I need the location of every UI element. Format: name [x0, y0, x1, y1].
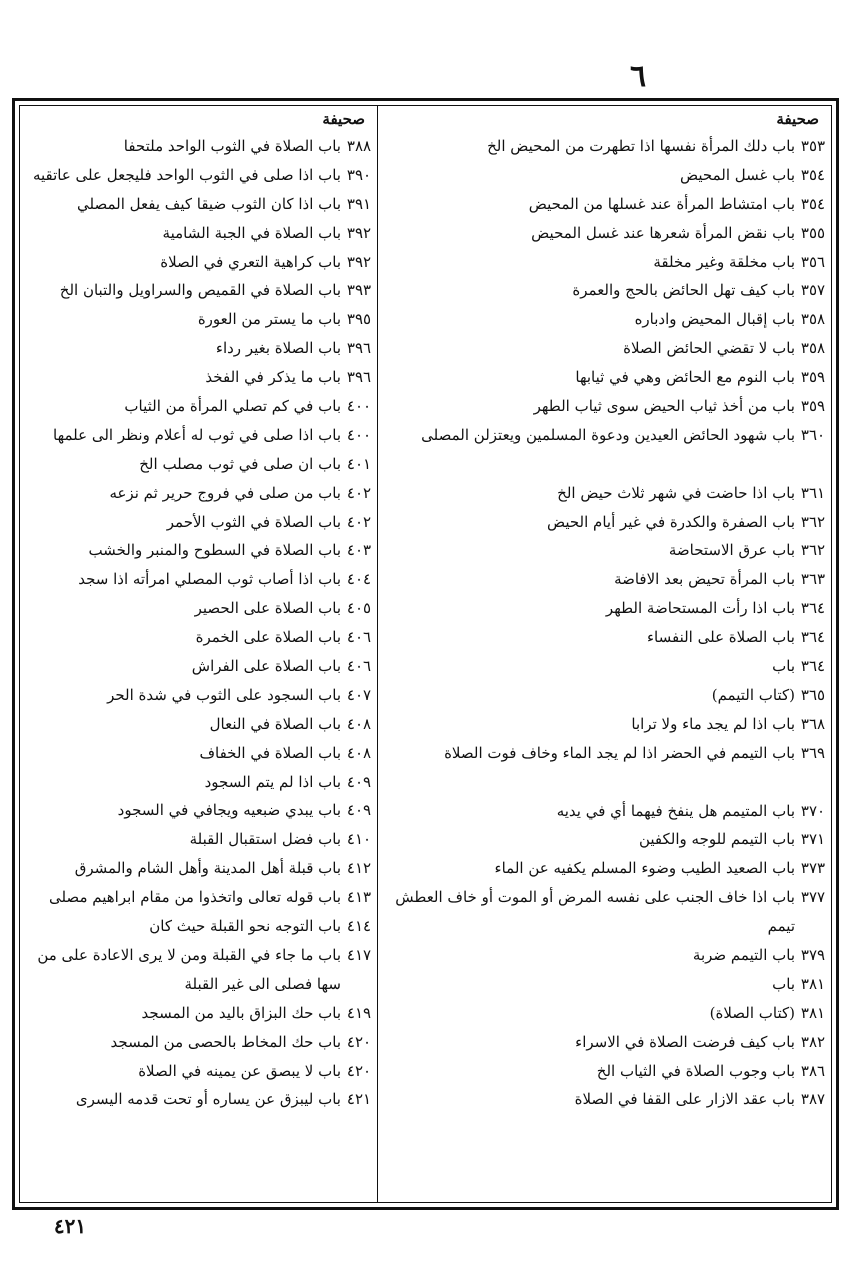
entry-title: باب اذا أصاب ثوب المصلي امرأته اذا سجد: [78, 570, 341, 589]
entry-page-number: ٣٦٤: [800, 599, 826, 618]
entry-page-number: ٤٢٠: [346, 1032, 372, 1051]
entry-title: باب الصلاة في السطوح والمنبر والخشب: [88, 541, 341, 560]
entry-page-number: ٣٧٩: [800, 945, 826, 964]
entry-title: باب الصلاة في الثوب الواحد ملتحفا: [123, 137, 341, 155]
right-entry-list: [379, 132, 831, 1114]
toc-entry: [379, 883, 831, 941]
entry-page-number: ٣٦٠: [800, 425, 826, 444]
toc-entry: [379, 508, 831, 537]
entry-page-number: ٤٠٧: [346, 685, 372, 704]
entry-title: باب الصلاة في الثوب الأحمر: [166, 512, 341, 531]
entry-page-number: ٣٧٠: [800, 801, 826, 820]
entry-page-number: ٤٠٢: [346, 512, 372, 531]
entry-title: باب ما جاء في القبلة ومن لا يرى الاعادة على من سها فصلى الى غير القبلة: [37, 945, 341, 993]
toc-entry: [20, 594, 377, 623]
toc-entry: [20, 219, 377, 248]
entry-title: باب: [772, 974, 795, 993]
entry-title: باب الصلاة في الخفاف: [199, 743, 341, 762]
entry-title: باب السجود على الثوب في شدة الحر: [107, 685, 341, 704]
toc-entry: [379, 536, 831, 565]
toc-entry: [379, 363, 831, 392]
entry-page-number: ٣٩٠: [346, 165, 372, 184]
entry-title: باب لا تقضي الحائض الصلاة: [623, 339, 795, 358]
entry-title: باب من صلى في فروج حرير ثم نزعه: [109, 483, 341, 502]
toc-entry: [379, 854, 831, 883]
toc-entry: [379, 710, 831, 739]
entry-title: باب كيف فرضت الصلاة في الاسراء: [575, 1032, 795, 1051]
toc-entry: [379, 392, 831, 421]
entry-page-number: ٤٠١: [346, 454, 372, 473]
entry-title: باب امتشاط المرأة عند غسلها من المحيض: [528, 194, 795, 213]
entry-title: باب المتيمم هل ينفخ فيهما أي في يديه: [556, 801, 795, 820]
toc-entry: [20, 710, 377, 739]
toc-entry: [20, 1028, 377, 1057]
entry-title: باب عرق الاستحاضة: [668, 541, 795, 560]
entry-title: باب يبدي ضبعيه ويجافي في السجود: [117, 801, 341, 820]
entry-page-number: ٤٠٥: [346, 599, 372, 618]
entry-title: باب قبلة أهل المدينة وأهل الشام والمشرق: [74, 859, 341, 878]
toc-entry: [379, 1028, 831, 1057]
toc-entry: [379, 999, 831, 1028]
entry-title: باب ما يذكر في الفخذ: [205, 368, 341, 387]
entry-page-number: ٤٠٦: [346, 628, 372, 647]
entry-page-number: ٣٦٤: [800, 657, 826, 676]
toc-entry: [379, 248, 831, 277]
entry-page-number: ٤١٧: [346, 945, 372, 964]
toc-entry: [20, 883, 377, 912]
entry-title: باب الصلاة في القميص والسراويل والتبان الخ: [59, 281, 341, 300]
entry-title: باب ما يستر من العورة: [197, 310, 341, 329]
entry-page-number: ٣٨٧: [800, 1090, 826, 1109]
entry-title: باب إقبال المحيض وادباره: [634, 310, 795, 329]
entry-page-number: ٣٥٩: [800, 397, 826, 416]
toc-entry: [20, 912, 377, 941]
entry-title: باب كراهية التعري في الصلاة: [160, 252, 341, 271]
entry-page-number: ٤٠٢: [346, 483, 372, 502]
entry-page-number: ٣٥٨: [800, 310, 826, 329]
entry-page-number: ٣٥٨: [800, 339, 826, 358]
toc-entry: [379, 276, 831, 305]
toc-entry: [379, 623, 831, 652]
entry-title: باب اذا لم يجد ماء ولا ترابا: [631, 714, 795, 733]
entry-page-number: ٣٩٥: [346, 310, 372, 329]
entry-page-number: ٣٥٣: [800, 137, 826, 155]
entry-title: باب الصعيد الطيب وضوء المسلم يكفيه عن الماء: [494, 859, 795, 878]
entry-page-number: ٤٠٠: [346, 425, 372, 444]
entry-page-number: ٣٦٣: [800, 570, 826, 589]
entry-page-number: ٣٥٩: [800, 368, 826, 387]
entry-title: باب عقد الازار على القفا في الصلاة: [574, 1090, 795, 1109]
entry-title: باب نقض المرأة شعرها عند غسل المحيض: [531, 223, 795, 242]
toc-entry: [379, 594, 831, 623]
entry-title: باب التيمم ضربة: [692, 945, 795, 964]
entry-title: باب اذا كان الثوب ضيقا كيف يفعل المصلي: [77, 194, 341, 213]
entry-page-number: ٤٢١: [346, 1090, 372, 1109]
entry-title: باب الصلاة على الخمرة: [195, 628, 341, 647]
entry-page-number: ٤٢٠: [346, 1061, 372, 1080]
right-column: [379, 106, 831, 1202]
page-number-top: ٦: [629, 59, 647, 94]
entry-title: باب وجوب الصلاة في الثياب الخ: [596, 1061, 795, 1080]
entry-title: باب الصلاة على الفراش: [191, 657, 341, 676]
toc-entry: [20, 479, 377, 508]
toc-entry: [379, 132, 831, 161]
toc-entry: [20, 565, 377, 594]
entry-page-number: ٤٠٨: [346, 743, 372, 762]
entry-title: باب الصفرة والكدرة في غير أيام الحيض: [546, 512, 795, 531]
toc-entry: [379, 305, 831, 334]
entry-page-number: ٣٩٣: [346, 281, 372, 300]
entry-title: باب الصلاة في النعال: [209, 714, 341, 733]
toc-entry: [379, 565, 831, 594]
toc-entry: [379, 825, 831, 854]
entry-page-number: ٤١٢: [346, 859, 372, 878]
entry-page-number: ٤٠٨: [346, 714, 372, 733]
toc-entry: [20, 536, 377, 565]
entry-title: باب الصلاة على النفساء: [646, 628, 795, 647]
toc-entry: [20, 132, 377, 161]
entry-page-number: ٣٧١: [800, 830, 826, 849]
entry-page-number: ٣٩٦: [346, 339, 372, 358]
entry-page-number: ٤٠٠: [346, 397, 372, 416]
entry-page-number: ٤٠٩: [346, 772, 372, 791]
toc-entry: [20, 623, 377, 652]
entry-page-number: ٤١٠: [346, 830, 372, 849]
toc-entry: [20, 681, 377, 710]
entry-title: باب النوم مع الحائض وهي في ثيابها: [575, 368, 795, 387]
frame-inner: [19, 105, 832, 1203]
toc-entry: [20, 421, 377, 450]
entry-page-number: ٣٦٩: [800, 743, 826, 762]
toc-entry: [20, 652, 377, 681]
entry-page-number: ٣٥٥: [800, 223, 826, 242]
toc-entry: [20, 334, 377, 363]
entry-title: باب دلك المرأة نفسها اذا تطهرت من المحيض الخ: [487, 137, 795, 155]
toc-entry: [379, 190, 831, 219]
entry-title: باب التيمم في الحضر اذا لم يجد الماء وخاف فوت الصلاة: [444, 743, 795, 762]
entry-page-number: ٣٦٢: [800, 512, 826, 531]
entry-title: باب في كم تصلي المرأة من الثياب: [124, 397, 341, 416]
entry-page-number: ٣٨١: [800, 1003, 826, 1022]
entry-page-number: ٣٦٢: [800, 541, 826, 560]
toc-entry: [20, 508, 377, 537]
entry-page-number: ٤١٤: [346, 917, 372, 936]
toc-entry: [379, 681, 831, 710]
left-entry-list: [20, 132, 377, 1114]
left-column: [20, 106, 378, 1202]
entry-title: باب المرأة تحيض بعد الافاضة: [614, 570, 795, 589]
toc-entry: [20, 161, 377, 190]
entry-title: باب قوله تعالى واتخذوا من مقام ابراهيم مصلى: [48, 888, 341, 907]
toc-entry: [20, 739, 377, 768]
entry-title: باب من أخذ ثياب الحيض سوى ثياب الطهر: [533, 397, 795, 416]
entry-page-number: ٣٨٦: [800, 1061, 826, 1080]
entry-title: باب الصلاة بغير رداء: [215, 339, 341, 358]
entry-page-number: ٣٥٧: [800, 281, 826, 300]
entry-page-number: ٣٦١: [800, 483, 826, 502]
toc-entry: [20, 392, 377, 421]
entry-title: باب غسل المحيض: [680, 165, 795, 184]
entry-title: باب اذا صلى في الثوب الواحد فليجعل على عاتقيه: [32, 165, 341, 184]
entry-page-number: ٣٩٢: [346, 252, 372, 271]
entry-page-number: ٣٨٨: [346, 137, 372, 155]
toc-entry: [379, 421, 831, 479]
toc-entry: [379, 219, 831, 248]
toc-entry: [20, 450, 377, 479]
toc-entry: [20, 1057, 377, 1086]
toc-entry: [379, 970, 831, 999]
entry-title: باب اذا رأت المستحاضة الطهر: [605, 599, 795, 618]
toc-entry: [379, 1057, 831, 1086]
toc-entry: [20, 305, 377, 334]
toc-entry: [20, 1085, 377, 1114]
entry-page-number: ٤٠٦: [346, 657, 372, 676]
toc-entry: [379, 797, 831, 826]
toc-entry: [20, 248, 377, 277]
entry-page-number: ٣٥٤: [800, 194, 826, 213]
toc-entry: [379, 941, 831, 970]
toc-entry: [20, 190, 377, 219]
entry-page-number: ٣٩١: [346, 194, 372, 213]
entry-page-number: ٣٧٧: [800, 888, 826, 907]
entry-title: باب ليبزق عن يساره أو تحت قدمه اليسرى: [75, 1090, 341, 1109]
entry-page-number: ٤٠٩: [346, 801, 372, 820]
entry-title: باب الصلاة على الحصير: [194, 599, 341, 618]
entry-page-number: ٣٥٤: [800, 165, 826, 184]
toc-entry: [379, 739, 831, 797]
entry-page-number: ٣٦٤: [800, 628, 826, 647]
entry-page-number: ٤٠٤: [346, 570, 372, 589]
entry-title: (كتاب الصلاة): [709, 1003, 795, 1022]
toc-entry: [20, 796, 377, 825]
entry-page-number: ٣٦٨: [800, 714, 826, 733]
toc-entry: [20, 999, 377, 1028]
entry-page-number: ٣٦٥: [800, 685, 826, 704]
page-frame: [12, 98, 839, 1210]
toc-entry: [379, 334, 831, 363]
entry-page-number: ٣٩٦: [346, 368, 372, 387]
entry-page-number: ٣٧٣: [800, 859, 826, 878]
entry-title: باب: [772, 657, 795, 676]
entry-page-number: ٤١٩: [346, 1003, 372, 1022]
entry-title: باب فضل استقبال القبلة: [189, 830, 341, 849]
entry-title: باب مخلقة وغير مخلقة: [653, 252, 795, 271]
toc-entry: [20, 768, 377, 797]
entry-title: باب التوجه نحو القبلة حيث كان: [149, 917, 341, 936]
entry-page-number: ٣٥٦: [800, 252, 826, 271]
toc-entry: [379, 652, 831, 681]
entry-page-number: ٣٨٢: [800, 1032, 826, 1051]
entry-page-number: ٣٩٢: [346, 223, 372, 242]
entry-page-number: ٣٨١: [800, 974, 826, 993]
entry-page-number: ٤١٣: [346, 888, 372, 907]
entry-title: باب لا يبصق عن يمينه في الصلاة: [138, 1061, 341, 1080]
entry-title: باب شهود الحائض العيدين ودعوة المسلمين ويعتزلن المصلى: [421, 425, 795, 444]
page-number-bottom: ٤٢١: [53, 1214, 87, 1238]
toc-entry: [20, 825, 377, 854]
right-column-header: صحيفة: [776, 110, 819, 128]
entry-page-number: ٤٠٣: [346, 541, 372, 560]
toc-entry: [20, 276, 377, 305]
entry-title: باب الصلاة في الجبة الشامية: [162, 223, 341, 242]
entry-title: باب اذا لم يتم السجود: [204, 772, 341, 791]
left-column-header: صحيفة: [322, 110, 365, 128]
toc-entry: [20, 363, 377, 392]
entry-title: باب اذا حاضت في شهر ثلاث حيض الخ: [557, 483, 795, 502]
entry-title: باب كيف تهل الحائض بالحج والعمرة: [572, 281, 795, 300]
entry-title: باب حك المخاط بالحصى من المسجد: [110, 1032, 341, 1051]
entry-title: (كتاب التيمم): [711, 685, 795, 704]
toc-entry: [20, 941, 377, 999]
entry-title: باب اذا خاف الجنب على نفسه المرض أو الموت أو خاف العطش تيمم: [395, 888, 795, 936]
toc-entry: [379, 479, 831, 508]
entry-title: باب حك البزاق باليد من المسجد: [141, 1003, 341, 1022]
entry-title: باب التيمم للوجه والكفين: [638, 830, 795, 849]
toc-entry: [379, 1085, 831, 1114]
toc-entry: [379, 161, 831, 190]
entry-title: باب اذا صلى في ثوب له أعلام ونظر الى علمها: [53, 425, 341, 444]
entry-title: باب ان صلى في ثوب مصلب الخ: [139, 454, 341, 473]
toc-entry: [20, 854, 377, 883]
